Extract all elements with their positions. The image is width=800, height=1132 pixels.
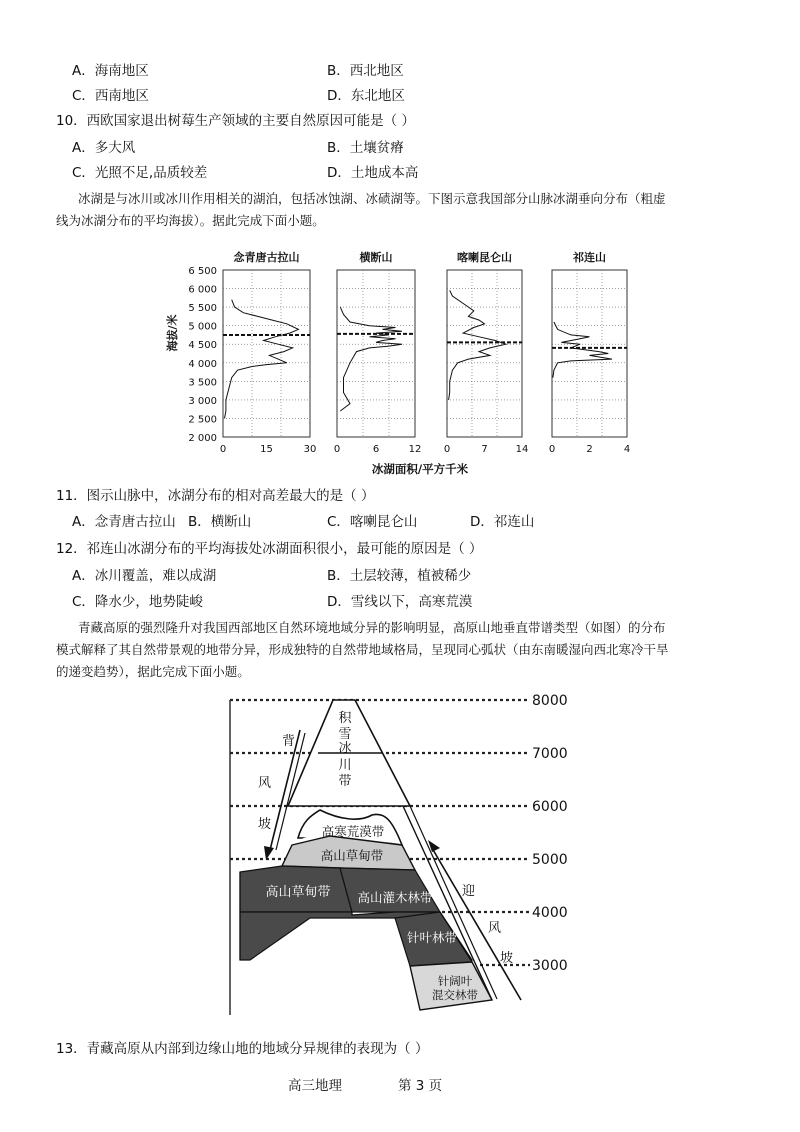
q9-option-c: C．西南地区 <box>72 88 149 104</box>
y-tick-label: 2 500 <box>188 414 217 426</box>
q12-option-d: D．雪线以下，高寒荒漠 <box>327 594 473 610</box>
x-axis-label: 冰湖面积/平方千米 <box>371 462 469 476</box>
coniferous-label: 针叶林带 <box>406 930 458 945</box>
windward-char-2: 风 <box>488 921 502 936</box>
panel-title: 喀喇昆仑山 <box>457 251 512 264</box>
altitude-labels <box>532 693 568 974</box>
y-tick-label: 6 500 <box>188 266 217 277</box>
q11-option-c: C．喀喇昆仑山 <box>327 514 418 530</box>
snow-char-4: 川 <box>338 758 352 773</box>
y-tick-label: 6 000 <box>188 284 217 296</box>
altitude-label-7000: 7000 <box>532 746 568 762</box>
x-tick-label: 4 <box>623 444 631 455</box>
q9-option-b: B．西北地区 <box>327 63 404 79</box>
x-tick-label: 2 <box>586 444 593 455</box>
q11-stem: 11．图示山脉中，冰湖分布的相对高差最大的是（ ） <box>56 488 375 504</box>
panel-title: 横断山 <box>359 251 393 264</box>
y-tick-label: 2 000 <box>188 433 217 444</box>
q12-stem: 12．祁连山冰湖分布的平均海拔处冰湖面积很小，最可能的原因是（ ） <box>56 541 483 557</box>
mixed-forest-label-2: 混交林带 <box>432 988 478 1002</box>
q12-option-b: B．土层较薄，植被稀少 <box>327 568 472 584</box>
intro2-line1: 青藏高原的强烈隆升对我国西部地区自然环境地域分异的影响明显，高原山地垂直带谱类型（如图）的分布 <box>78 620 666 635</box>
panel-title: 祁连山 <box>573 251 606 264</box>
leeward-char-3: 坡 <box>258 817 272 832</box>
intro2-line3: 的递变趋势），据此完成下面小题。 <box>56 664 250 679</box>
snow-char-3: 冰 <box>338 741 352 756</box>
q10-option-b: B．土壤贫瘠 <box>327 140 404 156</box>
q12-option-c: C．降水少，地势陡峻 <box>72 594 203 610</box>
alpine-meadow-upper-label: 高山草甸带 <box>320 848 384 863</box>
leeward-char-1: 背 <box>282 734 296 749</box>
altitude-label-4000: 4000 <box>532 905 568 921</box>
q11-option-b: B．横断山 <box>188 514 252 530</box>
q10-option-c: C．光照不足,品质较差 <box>72 165 208 181</box>
snow-char-1: 积 <box>338 711 352 726</box>
y-tick-label: 3 500 <box>188 377 217 389</box>
q11-option-d: D．祁连山 <box>470 514 535 530</box>
q9-option-a: A．海南地区 <box>72 63 149 79</box>
leeward-char-2: 风 <box>258 776 272 791</box>
x-tick-label: 0 <box>548 444 556 455</box>
q12-option-a: A．冰川覆盖，难以成湖 <box>72 568 217 584</box>
windward-label <box>462 884 513 966</box>
altitude-label-6000: 6000 <box>532 799 568 815</box>
panel-title: 念青唐古拉山 <box>233 251 300 264</box>
q10-option-a: A．多大风 <box>72 140 136 156</box>
snow-char-5: 带 <box>338 774 352 789</box>
x-tick-label: 14 <box>515 444 529 455</box>
mixed-forest-label-1: 针阔叶 <box>437 974 473 988</box>
q11-option-a: A．念青唐古拉山 <box>72 514 176 530</box>
x-tick-label: 30 <box>303 444 317 455</box>
snow-char-2: 雪 <box>338 727 352 742</box>
alpine-shrub-label: 高山灌木林带 <box>357 890 433 905</box>
q10-stem: 10．西欧国家退出树莓生产领域的主要自然原因可能是（ ） <box>56 113 415 129</box>
x-tick-label: 12 <box>408 444 422 455</box>
x-tick-label: 15 <box>260 444 273 455</box>
q9-option-d: D．东北地区 <box>327 88 405 104</box>
intro1-line1: 冰湖是与冰川或冰川作用相关的湖泊，包括冰蚀湖、冰碛湖等。下图示意我国部分山脉冰湖垂向分布（粗虚 <box>78 191 666 206</box>
y-tick-label: 4 500 <box>188 340 217 352</box>
y-tick-label: 3 000 <box>188 395 217 407</box>
alpine-desert-label: 高寒荒漠带 <box>321 824 385 839</box>
alpine-meadow-lower-label: 高山草甸带 <box>265 885 331 900</box>
x-tick-label: 0 <box>333 444 341 455</box>
altitude-label-3000: 3000 <box>532 958 568 974</box>
x-tick-label: 0 <box>219 444 227 455</box>
snow-glacier-label <box>338 711 352 789</box>
q10-option-d: D．土地成本高 <box>327 165 419 181</box>
windward-char-3: 坡 <box>500 951 514 966</box>
intro2-line2: 模式解释了其自然带景观的地带分异，形成独特的自然带地域格局，呈现同心弧状（由东南暖湿向西北寒冷干旱 <box>56 642 669 657</box>
q13-stem: 13．青藏高原从内部到边缘山地的地域分异规律的表现为（ ） <box>56 1041 429 1057</box>
leeward-label <box>258 733 295 832</box>
y-tick-label: 4 000 <box>188 358 217 370</box>
footer-subject: 高三地理 <box>288 1078 342 1094</box>
altitude-label-5000: 5000 <box>532 852 568 868</box>
footer-page: 第 3 页 <box>398 1078 443 1094</box>
x-tick-label: 6 <box>372 444 380 455</box>
y-axis-label: 海拔/米 <box>166 314 179 352</box>
intro1-line2: 线为冰湖分布的平均海拔）。据此完成下面小题。 <box>56 213 325 228</box>
windward-char-1: 迎 <box>462 884 476 899</box>
x-tick-label: 0 <box>443 444 451 455</box>
y-tick-label: 5 000 <box>188 321 217 333</box>
altitude-label-8000: 8000 <box>532 693 568 709</box>
x-tick-label: 7 <box>481 444 488 455</box>
y-tick-label: 5 500 <box>188 303 217 315</box>
